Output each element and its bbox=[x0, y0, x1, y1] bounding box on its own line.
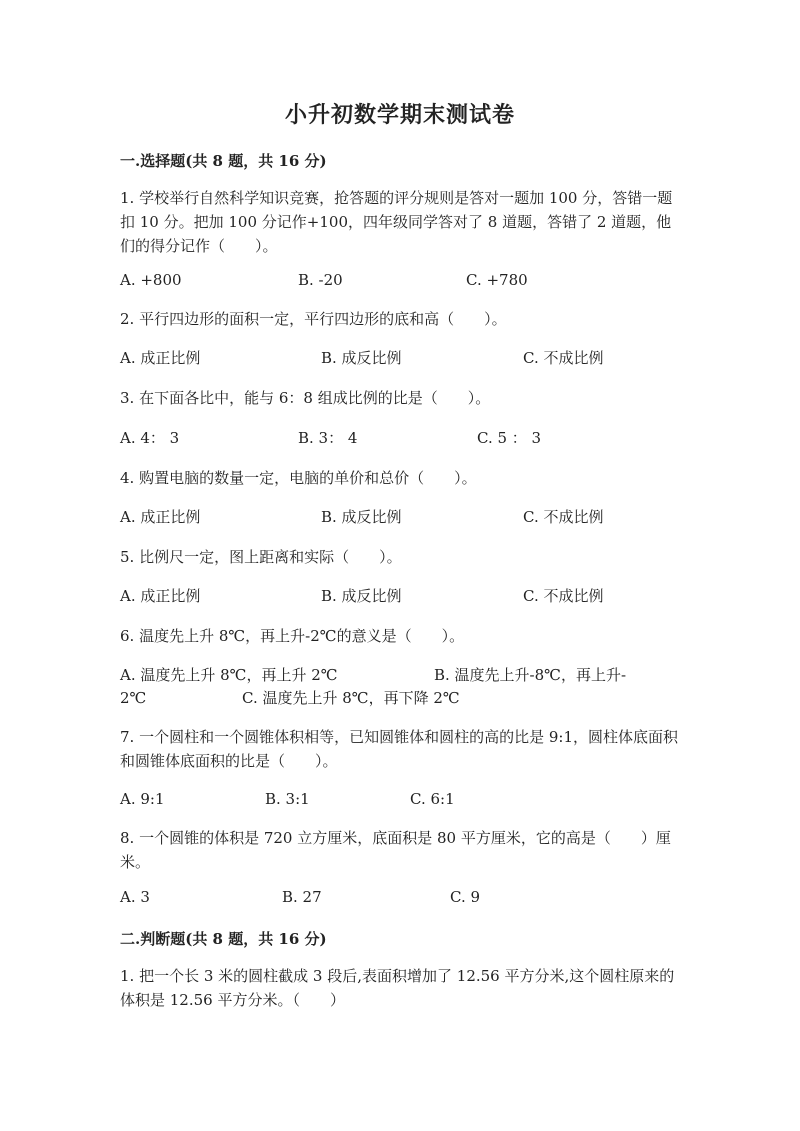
q1-option-c: C. +780 bbox=[466, 271, 528, 289]
page-title: 小升初数学期末测试卷 bbox=[284, 102, 515, 128]
q1-option-b: B. -20 bbox=[298, 271, 343, 289]
q8-option-a: A. 3 bbox=[120, 888, 150, 906]
question-6: 6. 温度先上升 8℃，再上升-2℃的意义是（ ）。 bbox=[120, 627, 465, 645]
q4-option-a: A. 成正比例 bbox=[120, 508, 201, 526]
q8-option-b: B. 27 bbox=[282, 888, 322, 906]
q6-option-c: C. 温度先上升 8℃，再下降 2℃ bbox=[242, 689, 460, 707]
question-2: 2. 平行四边形的面积一定，平行四边形的底和高（ ）。 bbox=[120, 310, 507, 328]
q5-option-b: B. 成反比例 bbox=[321, 587, 402, 605]
q4-option-b: B. 成反比例 bbox=[321, 508, 402, 526]
q3-option-c: C. 5 ： 3 bbox=[477, 429, 542, 447]
q7-option-b: B. 3:1 bbox=[265, 790, 310, 808]
question-4: 4. 购置电脑的数量一定，电脑的单价和总价（ ）。 bbox=[120, 469, 477, 487]
q3-option-b: B. 3： 4 bbox=[298, 429, 358, 447]
q2-option-c: C. 不成比例 bbox=[523, 349, 604, 367]
q5-option-a: A. 成正比例 bbox=[120, 587, 201, 605]
q4-option-c: C. 不成比例 bbox=[523, 508, 604, 526]
judge-question-1: 1. 把一个长 3 米的圆柱截成 3 段后,表面积增加了 12.56 平方分米,这个圆柱原来的体积是 12.56 平方分米。（ ） bbox=[120, 967, 675, 1009]
q5-option-c: C. 不成比例 bbox=[523, 587, 604, 605]
q6-option-a: A. 温度先上升 8℃，再上升 2℃ bbox=[120, 666, 338, 684]
q7-option-c: C. 6:1 bbox=[410, 790, 455, 808]
q2-option-b: B. 成反比例 bbox=[321, 349, 402, 367]
question-3: 3. 在下面各比中，能与 6：8 组成比例的比是（ ）。 bbox=[120, 389, 491, 407]
q8-option-c: C. 9 bbox=[450, 888, 481, 906]
question-7: 7. 一个圆柱和一个圆锥体积相等，已知圆锥体和圆柱的高的比是 9:1，圆柱体底面积和圆锥体底面积的比是（ ）。 bbox=[120, 728, 678, 770]
section-heading-choice: 一.选择题(共 8 题，共 16 分) bbox=[120, 152, 327, 170]
q3-option-a: A. 4： 3 bbox=[120, 429, 180, 447]
q6-option-b: B. 温度先上升-8℃，再上升- bbox=[434, 666, 627, 684]
q6-option-b-continued: 2℃ bbox=[120, 689, 147, 707]
q1-option-a: A. +800 bbox=[120, 271, 182, 289]
question-5: 5. 比例尺一定，图上距离和实际（ ）。 bbox=[120, 548, 402, 566]
question-8: 8. 一个圆锥的体积是 720 立方厘米，底面积是 80 平方厘米，它的高是（ ）厘米。 bbox=[120, 829, 671, 871]
section-heading-judge: 二.判断题(共 8 题，共 16 分) bbox=[120, 930, 327, 948]
question-1: 1. 学校举行自然科学知识竞赛，抢答题的评分规则是答对一题加 100 分，答错一题扣 10 分。把加 100 分记作+100，四年级同学答对了 8 道题，答错了 2 道题，他们的得分记作（ ）。 bbox=[120, 189, 673, 255]
q7-option-a: A. 9:1 bbox=[120, 790, 165, 808]
q2-option-a: A. 成正比例 bbox=[120, 349, 201, 367]
